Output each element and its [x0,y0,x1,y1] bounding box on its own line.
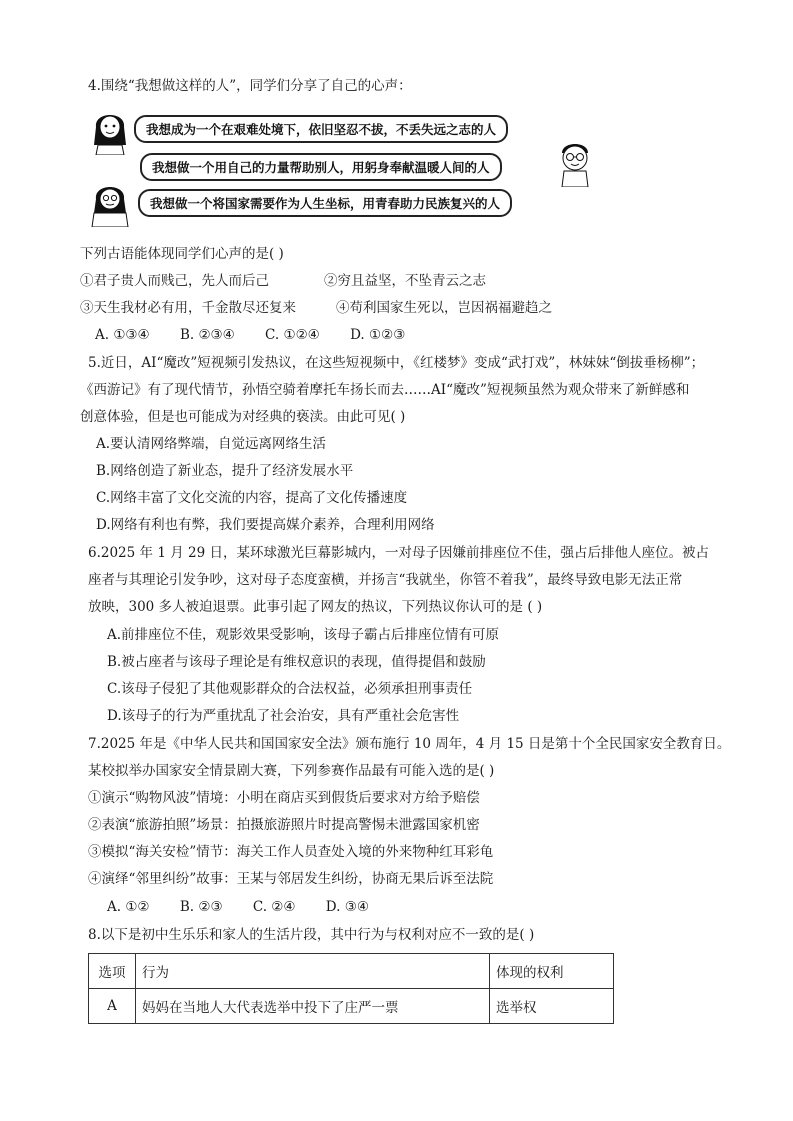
q4-item-2: ②穷且益坚，不坠青云之志 [324,273,486,289]
table-header-cell: 行为 [136,954,490,989]
q7-option-b[interactable]: B. ②③ [179,899,223,915]
q4-option-a[interactable]: A. ①③④ [95,327,150,343]
speech-bubble-1: 我想成为一个在艰难处境下，依旧坚忍不拔，不丢失远之志的人 [134,115,508,143]
q4-item-4: ④苟利国家生死以，岂因祸福避趋之 [336,300,552,316]
q7-option-d[interactable]: D. ③④ [325,899,369,915]
q6-line-2: 座者与其理论引发争吵，这对母子态度蛮横，并扬言“我就坐，你管不着我”，最终导致电影无法正常 [88,572,683,588]
student-avatar-icon [88,179,132,227]
q6-option-a[interactable]: A.前排座位不佳，观影效果受影响，该母子霸占后排座位情有可原 [107,627,500,643]
q8-stem: 8.以下是初中生乐乐和家人的生活片段，其中行为与权利对应不一致的是( ) [88,927,535,943]
girl-avatar-icon [90,105,130,155]
speech-bubble-2: 我想做一个用自己的力量帮助别人，用躬身奉献温暖人间的人 [140,153,502,181]
q4-question: 下列古语能体现同学们心声的是( ) [80,246,284,262]
q5-option-b[interactable]: B.网络创造了新业态，提升了经济发展水平 [96,463,354,479]
boy-avatar-icon [556,139,594,187]
q6-option-d[interactable]: D.该母子的行为严重扰乱了社会治安，具有严重社会危害性 [107,708,460,724]
q5-line-1: 5.近日，AI“魔改”短视频引发热议，在这些短视频中，《红楼梦》变成“武打戏”，林妹妹“倒拔垂杨柳”； [88,355,705,371]
q4-item-1: ①君子贵人而贱己，先人而后己 [80,273,269,289]
table-row [89,989,614,1024]
q7-option-c[interactable]: C. ②④ [252,899,296,915]
q4-option-d[interactable]: D. ①②③ [350,327,406,343]
q6-option-b[interactable]: B.被占座者与该母子理论是有维权意识的表现，值得提倡和鼓励 [107,654,486,670]
table-cell: A [89,989,136,1024]
q6-option-c[interactable]: C.该母子侵犯了其他观影群众的合法权益，必须承担刑事责任 [107,681,473,697]
table-header-cell: 选项 [89,954,136,989]
q7-item-1: ①演示“购物风波”情境：小明在商店买到假货后要求对方给予赔偿 [88,790,480,806]
q5-option-d[interactable]: D.网络有利也有弊，我们要提高媒介素养，合理利用网络 [96,517,435,533]
q7-option-a[interactable]: A. ①② [107,899,150,915]
table-header-cell: 体现的权利 [490,954,614,989]
q7-item-3: ③模拟“海关安检”情节：海关工作人员查处入境的外来物种红耳彩龟 [88,844,494,860]
q7-line-2: 某校拟举办国家安全情景剧大赛，下列参赛作品最有可能入选的是( ) [88,763,495,779]
q7-options [107,898,395,916]
q8-table [88,953,614,1024]
q5-option-a[interactable]: A.要认清网络弊端，自觉远离网络生活 [96,436,327,452]
q4-item-3: ③天生我材必有用，千金散尽还复来 [80,300,296,316]
q4-comic-illustration [88,105,598,227]
speech-bubble-3: 我想做一个将国家需要作为人生坐标，用青春助力民族复兴的人 [138,189,512,217]
q4-option-b[interactable]: B. ②③④ [179,327,235,343]
table-cell: 选举权 [490,989,614,1024]
table-header-row [89,954,614,989]
q7-item-2: ②表演“旅游拍照”场景：拍摄旅游照片时提高警惕未泄露国家机密 [88,817,480,833]
q4-options [95,326,431,344]
q5-option-c[interactable]: C.网络丰富了文化交流的内容，提高了文化传播速度 [96,490,408,506]
q6-line-1: 6.2025 年 1 月 29 日，某环球激光巨幕影城内，一对母子因嫌前排座位不佳，强占后排他人座位。被占 [88,545,709,561]
q5-line-2: 《西游记》有了现代情节，孙悟空骑着摩托车扬长而去……AI“魔改”短视频虽然为观众带来了新鲜感和 [80,382,690,398]
q4-option-c[interactable]: C. ①②④ [265,327,320,343]
q7-item-4: ④演绎“邻里纠纷”故事：王某与邻居发生纠纷，协商无果后诉至法院 [88,871,494,887]
q7-line-1: 7.2025 年是《中华人民共和国国家安全法》颁布施行 10 周年，4 月 15 日是第十个全民国家安全教育日。 [88,736,731,752]
q6-line-3: 放映，300 多人被迫退票。此事引起了网友的热议，下列热议你认可的是 ( ) [88,599,543,615]
q4-stem: 4.围绕“我想做这样的人”，同学们分享了自己的心声： [88,78,412,94]
table-cell: 妈妈在当地人大代表选举中投下了庄严一票 [136,989,490,1024]
q5-line-3: 创意体验，但是也可能成为对经典的亵渎。由此可见( ) [80,409,406,425]
